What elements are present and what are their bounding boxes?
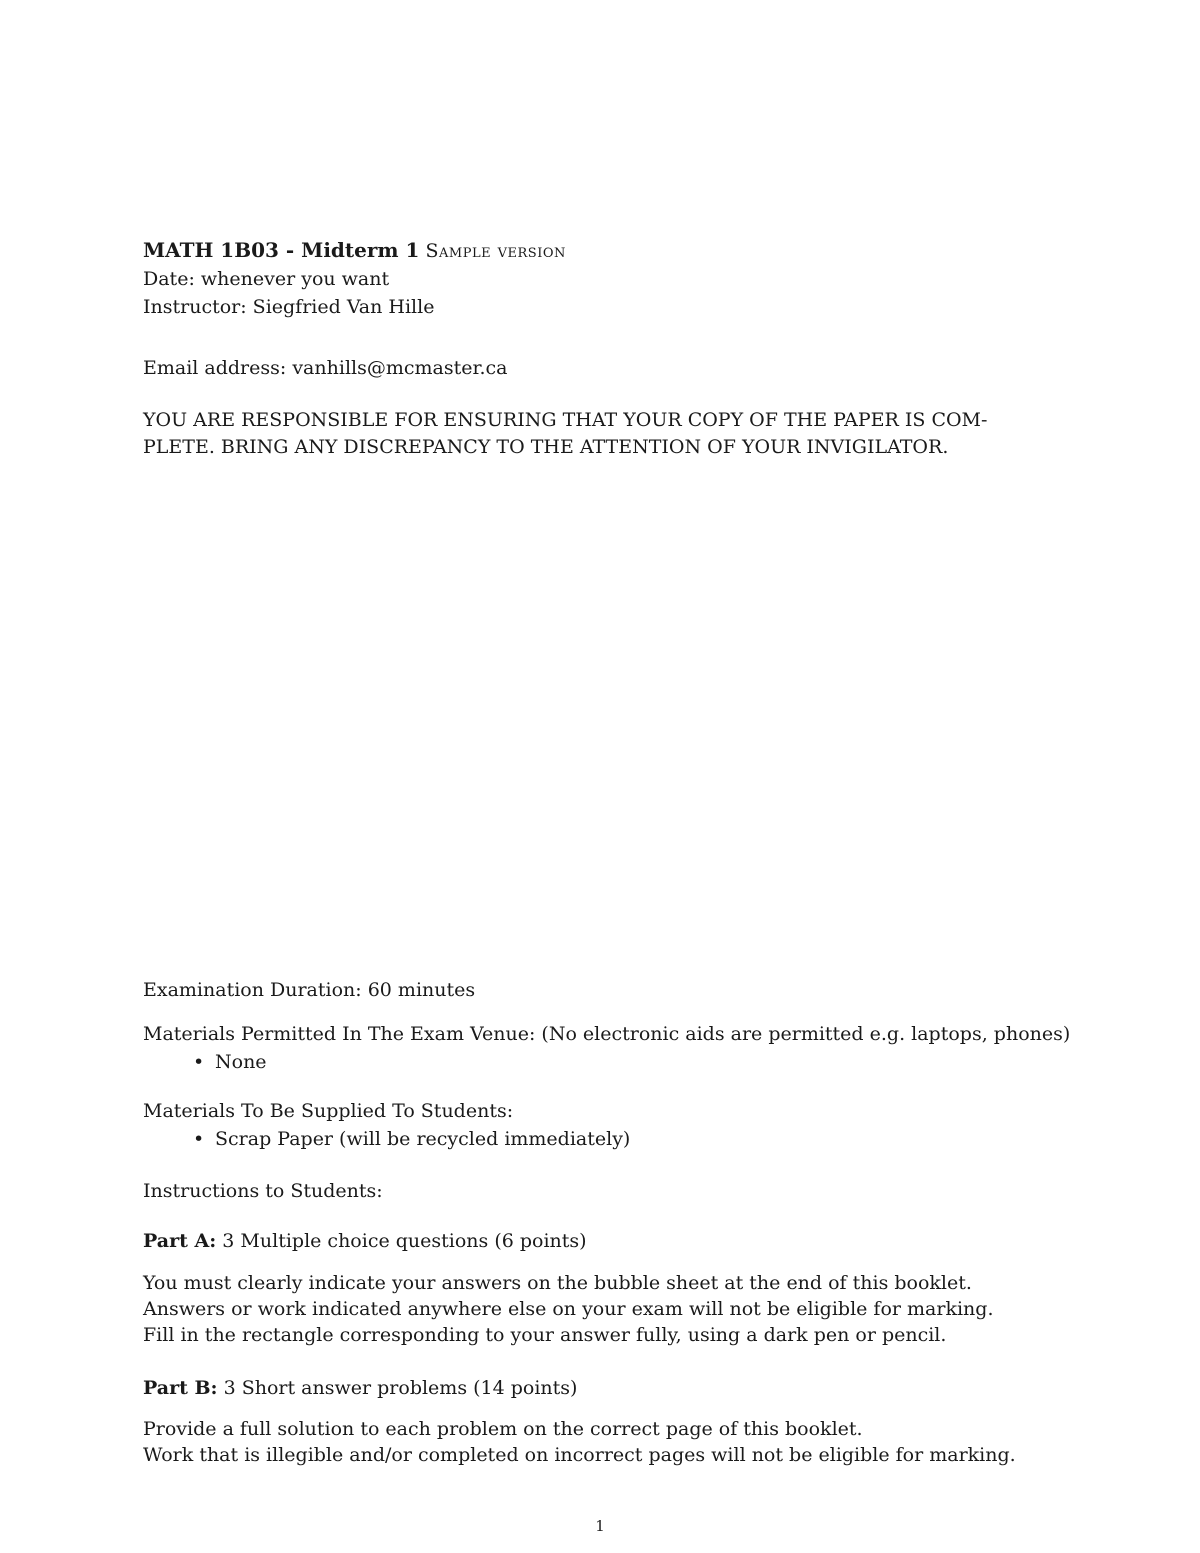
part-b-line: Work that is illegible and/or completed on incorrect pages will not be eligible for marking. [143, 1444, 1016, 1466]
bullet-icon: • [193, 1051, 205, 1073]
responsibility-notice [143, 407, 1073, 461]
title-line [143, 236, 1073, 265]
item-text: None [215, 1051, 267, 1073]
duration-text: Examination Duration: 60 minutes [143, 979, 476, 1001]
instructions-heading-text: Instructions to Students: [143, 1180, 383, 1202]
bullet-icon: • [193, 1128, 205, 1150]
materials-supplied-heading: Materials To Be Supplied To Students: [143, 1100, 514, 1122]
part-a-line: Answers or work indicated anywhere else on your exam will not be eligible for marking. [143, 1298, 994, 1320]
part-a-label: Part A: [143, 1230, 217, 1252]
exam-date: Date: whenever you want [143, 268, 390, 290]
instructions-heading [143, 1177, 1073, 1205]
part-a-instructions [143, 1270, 1073, 1348]
version-label: Sample version [425, 240, 566, 262]
part-b-line: Provide a full solution to each problem on the correct page of this booklet. [143, 1418, 863, 1440]
page-number: 1 [595, 1517, 605, 1535]
materials-supplied-section [143, 1097, 1073, 1153]
exam-duration [143, 976, 1073, 1004]
part-a-line: Fill in the rectangle corresponding to your answer fully, using a dark pen or pencil. [143, 1324, 947, 1346]
materials-permitted-section [143, 1020, 1073, 1076]
instructor-name: Instructor: Siegfried Van Hille [143, 296, 435, 318]
notice-line-2: PLETE. BRING ANY DISCREPANCY TO THE ATTENTION OF YOUR INVIGILATOR. [143, 436, 949, 458]
materials-permitted-heading: Materials Permitted In The Exam Venue: (No electronic aids are permitted e.g. laptops, phones) [143, 1023, 1071, 1045]
part-b-summary: 3 Short answer problems (14 points) [223, 1377, 578, 1399]
part-b-instructions [143, 1416, 1073, 1468]
part-a-line: You must clearly indicate your answers on the bubble sheet at the end of this booklet. [143, 1272, 972, 1294]
course-title: MATH 1B03 - Midterm 1 [143, 238, 420, 262]
part-a-heading [143, 1227, 1073, 1255]
part-a-summary: 3 Multiple choice questions (6 points) [222, 1230, 587, 1252]
email-line [143, 354, 1073, 382]
materials-permitted-item [143, 1048, 1073, 1076]
part-b-label: Part B: [143, 1377, 218, 1399]
part-b-heading [143, 1374, 1073, 1402]
item-text: Scrap Paper (will be recycled immediately) [215, 1128, 631, 1150]
header-block [143, 236, 1073, 321]
email-address: Email address: vanhills@mcmaster.ca [143, 357, 508, 379]
notice-line-1: YOU ARE RESPONSIBLE FOR ENSURING THAT YOUR COPY OF THE PAPER IS COM- [143, 409, 988, 431]
materials-supplied-item [143, 1125, 1073, 1153]
